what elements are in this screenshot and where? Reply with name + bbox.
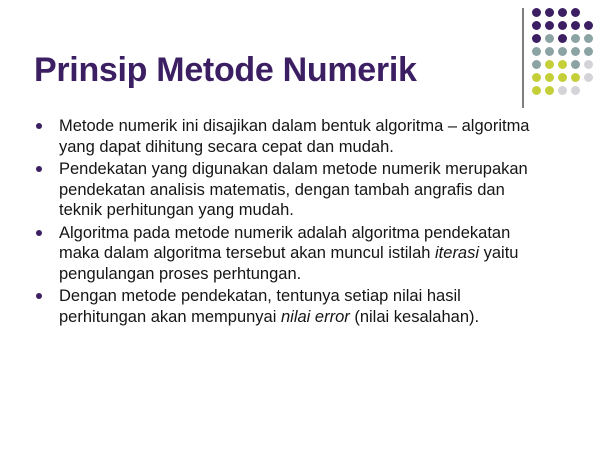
bullet-line [59,116,574,137]
decorative-dot [545,60,554,69]
bullet-marker [36,123,42,129]
decorative-dot [532,34,541,43]
bullet-line-text: perhitungan akan mempunyai [59,307,281,326]
bullet-text [59,116,574,157]
decorative-dot [584,47,593,56]
decorative-dot [532,60,541,69]
bullet-item [34,223,574,285]
bullet-line [59,307,574,328]
bullet-line-text: Metode numerik ini disajikan dalam bentuk algoritma – algoritma [59,117,530,135]
bullet-item [34,286,574,327]
bullet-line [59,180,574,201]
decorative-dot [571,47,580,56]
decorative-dot [571,34,580,43]
decorative-dot [558,21,567,30]
decorative-dot [545,34,554,43]
decorative-dot [571,60,580,69]
decorative-dot [558,86,567,95]
bullet-line [59,243,574,264]
bullet-line [59,159,574,180]
decorative-dot [558,47,567,56]
decorative-dot [545,21,554,30]
decorative-dot [532,21,541,30]
bullet-line [59,137,574,158]
decorative-dot [571,86,580,95]
decorative-dot [558,60,567,69]
slide-title: Prinsip Metode Numerik [34,51,417,89]
bullet-list [34,116,574,329]
decorative-dot [558,8,567,17]
bullet-item [34,116,574,157]
bullet-marker [36,230,42,236]
bullet-line [59,200,574,221]
decorative-dot [545,47,554,56]
decorative-dot [545,73,554,82]
bullet-marker [36,293,42,299]
decorative-dot [584,60,593,69]
decorative-dot [584,21,593,30]
decorative-dot [584,34,593,43]
decorative-dot [558,34,567,43]
bullet-line-text: pendekatan analisis matematis, dengan tambah angrafis dan [59,180,505,199]
decorative-dot [571,21,580,30]
bullet-item [34,159,574,221]
decorative-dot [571,73,580,82]
bullet-line [59,286,574,307]
decorative-dot [532,86,541,95]
bullet-line-text: yang dapat dihitung secara cepat dan mudah. [59,137,394,156]
bullet-marker [36,166,42,172]
bullet-text [59,159,574,221]
bullet-line-text: maka dalam algoritma tersebut akan muncul istilah [59,244,436,262]
bullet-line-text: (nilai kesalahan). [349,307,480,326]
bullet-line-text: Algoritma pada metode numerik adalah algoritma pendekatan [59,223,511,242]
bullet-text [59,286,574,327]
bullet-line [59,264,574,285]
bullet-text [59,223,574,285]
bullet-line-text: pengulangan proses perhtungan. [59,264,302,283]
bullet-line [59,223,574,244]
decorative-dot [532,8,541,17]
bullet-line-text: Dengan metode pendekatan, tentunya setiap nilai hasil [59,287,461,305]
divider-line [522,8,524,108]
decorative-dot [558,73,567,82]
decorative-dot [532,47,541,56]
decorative-dot [532,73,541,82]
decorative-dot [545,86,554,95]
bullet-line-text: yaitu [479,244,519,262]
decorative-dot [545,8,554,17]
italic-term: nilai error [280,307,350,326]
bullet-line-text: teknik perhitungan yang mudah. [59,201,294,219]
decorative-dot [571,8,580,17]
italic-term: iterasi [435,244,480,262]
bullet-line-text: Pendekatan yang digunakan dalam metode numerik merupakan [59,160,528,178]
decorative-dot [584,73,593,82]
